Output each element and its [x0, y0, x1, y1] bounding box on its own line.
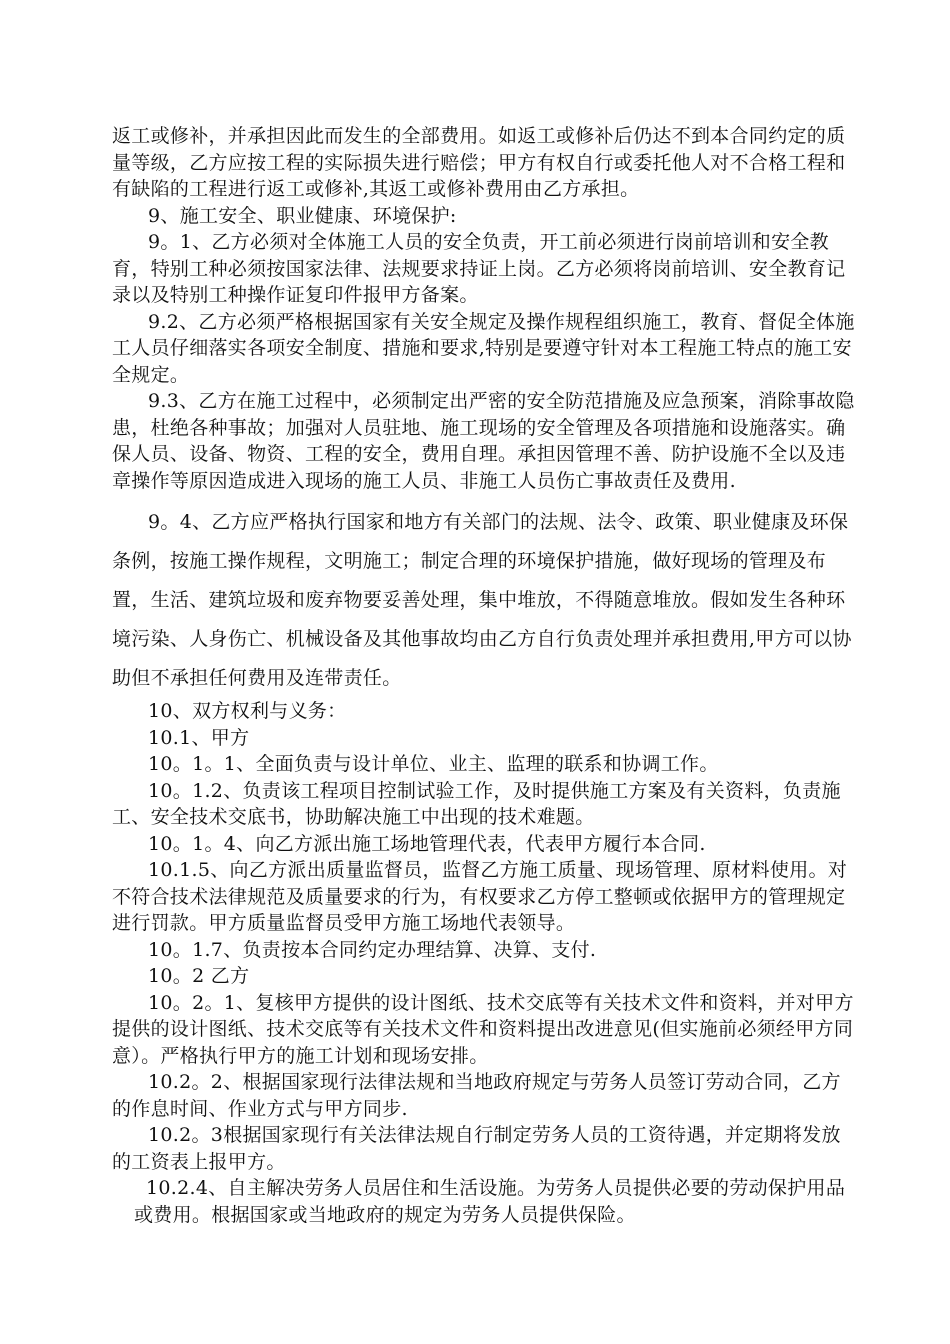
clause-10-2-3: 10.2。3根据国家现行有关法律法规自行制定劳务人员的工资待遇，并定期将发放的工资表上报甲方。	[112, 1124, 841, 1173]
heading-10-1-party-a: 10.1、甲方	[148, 726, 250, 749]
clause-10-1-5: 10.1.5、向乙方派出质量监督员，监督乙方施工质量、现场管理、原材料使用。对不符合技术法律规范及质量要求的行为，有权要求乙方停工整顿或依据甲方的管理规定进行罚款。甲方质量监督员受甲方施工场地代表领导。	[112, 859, 848, 934]
clause-10-1-7: 10。1.7、负责按本合同约定办理结算、决算、支付.	[148, 938, 597, 961]
contract-body	[112, 123, 856, 1228]
clause-10-1-2: 10。1.2、负责该工程项目控制试验工作，及时提供施工方案及有关资料，负责施工、安全技术交底书，协助解决施工中出现的技术难题。	[112, 779, 841, 828]
clause-10-1-1: 10。1。1、全面负责与设计单位、业主、监理的联系和协调工作。	[148, 753, 719, 775]
heading-10-2-party-b: 10。2 乙方	[148, 965, 250, 987]
clause-10-2-1: 10。2。1、复核甲方提供的设计图纸、技术交底等有关技术文件和资料，并对甲方提供的设计图纸、技术交底等有关技术文件和资料提出改进意见(但实施前必须经甲方同意）。严格执行甲方的施工计划和现场安排。	[112, 991, 854, 1067]
clause-10-1-4: 10。1。4、向乙方派出施工场地管理代表，代表甲方履行本合同.	[148, 832, 706, 855]
clause-9-4: 9。4、乙方应严格执行国家和地方有关部门的法规、法令、政策、职业健康及环保条例，按施工操作规程，文明施工；制定合理的环境保护措施，做好现场的管理及布置，生活、建筑垃圾和废弃物要妥善处理，集中堆放，不得随意堆放。假如发生各种环境污染、人身伤亡、机械设备及其他事故均由乙方自行负责处理并承担费用,甲方可以协助但不承担任何费用及连带责任。	[112, 511, 852, 689]
clause-10-2-2: 10.2。2、根据国家现行法律法规和当地政府规定与劳务人员签订劳动合同，乙方的作息时间、作业方式与甲方同步.	[112, 1071, 841, 1120]
heading-9-safety: 9、施工安全、职业健康、环境保护:	[148, 204, 457, 227]
clause-9-3: 9.3、乙方在施工过程中，必须制定出严密的安全防范措施及应急预案，消除事故隐患，杜绝各种事故；加强对人员驻地、施工现场的安全管理及各项措施和设施落实。确保人员、设备、物资、工程的安全，费用自理。承担因管理不善、防护设施不全以及违章操作等原因造成进入现场的施工人员、非施工人员伤亡事故责任及费用.	[112, 390, 855, 492]
heading-10-rights: 10、双方权利与义务：	[148, 700, 347, 722]
clause-10-2-4: 10.2.4、自主解决劳务人员居住和生活设施。为劳务人员提供必要的劳动保护用品或费用。根据国家或当地政府的规定为劳务人员提供保险。	[134, 1177, 846, 1226]
clause-9-1: 9。1、乙方必须对全体施工人员的安全负责，开工前必须进行岗前培训和安全教育，特别工种必须按国家法律、法规要求持证上岗。乙方必须将岗前培训、安全教育记录以及特别工种操作证复印件报甲方备案。	[112, 231, 846, 306]
clause-9-2: 9.2、乙方必须严格根据国家有关安全规定及操作规程组织施工，教育、督促全体施工人员仔细落实各项安全制度、措施和要求,特别是要遵守针对本工程施工特点的施工安全规定。	[112, 310, 855, 386]
paragraph-rework-continuation: 返工或修补，并承担因此而发生的全部费用。如返工或修补后仍达不到本合同约定的质量等级，乙方应按工程的实际损失进行赔偿；甲方有权自行或委托他人对不合格工程和有缺陷的工程进行返工或修补,其返工或修补费用由乙方承担。	[112, 125, 846, 200]
